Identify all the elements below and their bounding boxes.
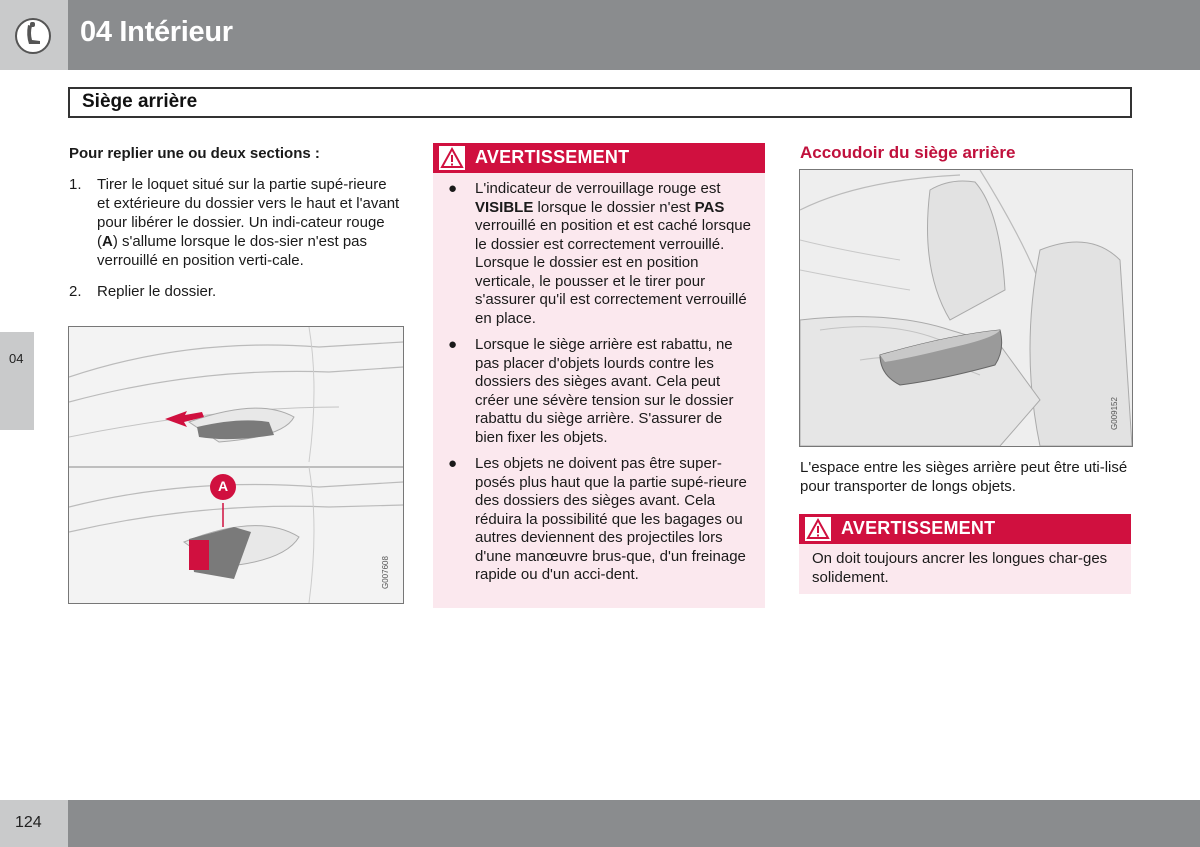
bullet-dot: ● <box>448 336 458 353</box>
warning-triangle-icon <box>805 517 831 541</box>
warning-bullet-item <box>445 180 751 328</box>
step-number: 1. <box>69 176 82 193</box>
bullet-text: lorsque le dossier n'est <box>533 198 695 216</box>
warning-bullet-item <box>445 455 751 585</box>
chapter-side-tab <box>0 332 34 430</box>
bullet-text: L'indicateur de verrouillage rouge est <box>475 180 721 197</box>
bullet-bold: VISIBLE <box>475 198 534 216</box>
armrest-heading: Accoudoir du siège arrière <box>800 143 1016 162</box>
column-1 <box>69 144 403 313</box>
step-text-end: ) s'allume lorsque le dos-sier n'est pas verrouillé en position verti-cale. <box>97 233 368 269</box>
warning-bullet-item <box>445 336 751 447</box>
seat-latch-drawing <box>69 327 403 603</box>
figure-code: G009152 <box>1110 397 1119 430</box>
callout-label-a: A <box>217 478 229 494</box>
section-title-box <box>68 87 1132 118</box>
seat-latch-illustration <box>68 326 404 604</box>
armrest-text: L'espace entre les sièges arrière peut être uti-lisé pour transporter de longs objets. <box>800 459 1128 495</box>
warning-bullets <box>445 180 751 593</box>
bullet-bold: PAS <box>694 198 725 216</box>
step-item <box>69 175 403 270</box>
warning-title: AVERTISSEMENT <box>841 518 996 538</box>
page-number: 124 <box>15 814 42 831</box>
warning-icon-frame <box>439 146 465 170</box>
bullet-text: verrouillé en position et est caché lorsque le dossier est correctement verrouillé. Lorsque le dossier est en position verticale, le pousser et le tirer pour s'assurer qu'il est correctement verrouillé en place. <box>475 217 751 327</box>
header-icon-box <box>0 0 68 70</box>
warning-icon-frame <box>805 517 831 541</box>
instructions-subheading: Pour replier une ou deux sections : <box>69 145 320 162</box>
armrest-drawing <box>800 170 1132 446</box>
warning-title: AVERTISSEMENT <box>475 147 630 167</box>
warning-header <box>799 514 1131 544</box>
step-text: Replier le dossier. <box>97 283 217 300</box>
step-bold: A <box>102 233 113 250</box>
side-tab-label: 04 <box>9 351 24 366</box>
bullet-dot: ● <box>448 455 458 472</box>
section-title: Siège arrière <box>82 91 198 112</box>
bullet-dot: ● <box>448 180 458 197</box>
footer-bar <box>68 800 1200 847</box>
warning-header <box>433 143 765 173</box>
warning-box <box>433 143 765 608</box>
bullet-text: Lorsque le siège arrière est rabattu, ne pas placer d'objets lourds contre les dossiers des sièges avant. Cela peut créer une sévère tension sur le dossier rabattu du siège arrière. S'assurer de bien fixer les objets. <box>475 336 734 446</box>
chapter-title: 04 Intérieur <box>80 16 233 48</box>
warning-text: On doit toujours ancrer les longues char-ges solidement. <box>812 550 1108 586</box>
seat-icon <box>14 17 52 55</box>
step-number: 2. <box>69 283 82 300</box>
armrest-illustration <box>799 169 1133 447</box>
warning-triangle-icon <box>439 146 465 170</box>
step-text: Tirer le loquet situé sur la partie supé-rieure et extérieure du dossier vers le haut et l'avant pour libérer le dossier. Un indi-cateur rouge ( <box>97 176 400 250</box>
steps-list <box>69 175 403 301</box>
warning-box <box>799 514 1131 594</box>
bullet-text: Les objets ne doivent pas être super-posés plus haut que la partie supé-rieure des dossiers des sièges avant. Cela réduira la possibilité que les bagages ou autres deviennent des projectiles lors d'une manœuvre brus-que, d'un freinage rapide ou d'un acci-dent. <box>475 455 747 583</box>
step-item <box>69 282 403 301</box>
figure-code: G007608 <box>381 556 390 589</box>
